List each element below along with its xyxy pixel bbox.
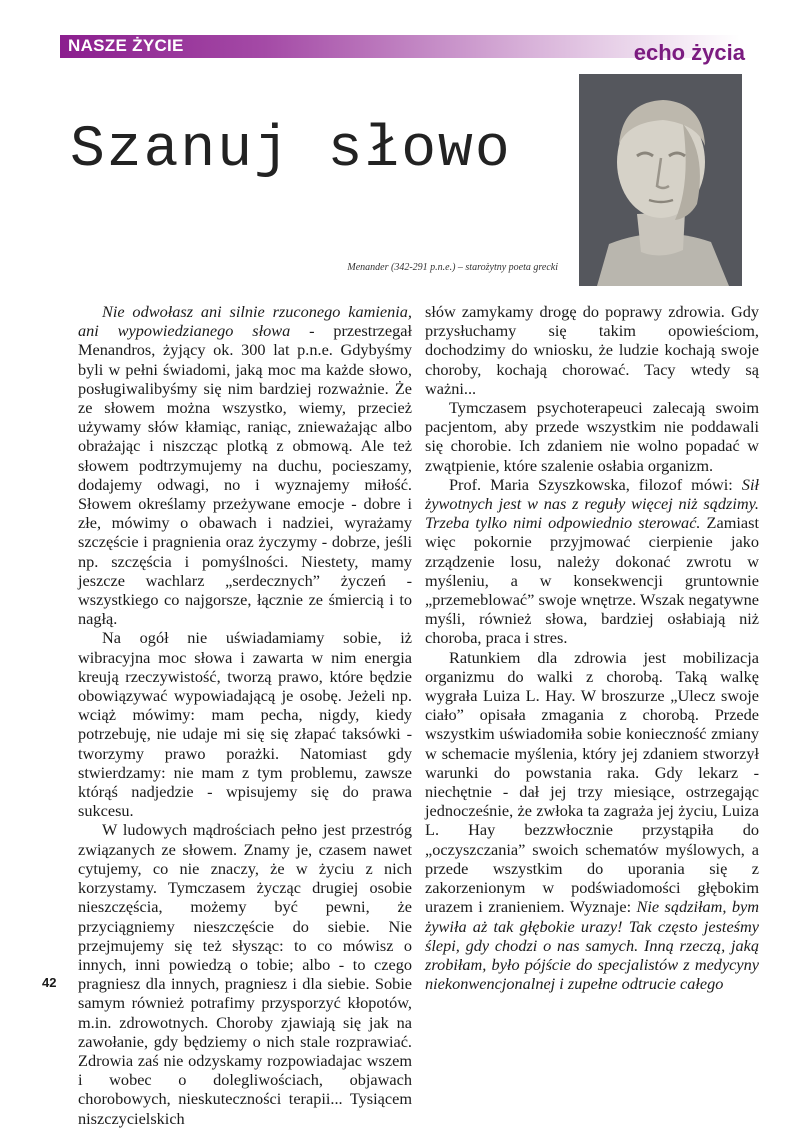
paragraph [425, 648, 759, 994]
paragraph: Tymczasem psychoterapeuci zalecają swoim pacjentom, aby przede wszystkim nie poddawali się chorobie. Ich zdaniem nie wolno popadać w zwątpienie, które szalenie osłabia organizm. [425, 398, 759, 475]
szyszkowska-quote: Sił żywotnych jest w nas z reguły więcej niż sądzimy. Trzeba tylko nimi odpowiednio sterować. [425, 474, 759, 533]
article-column-right [425, 302, 759, 993]
paragraph-text: Zamiast więc pokornie przyjmować cierpienie jako zrządzenie losu, należy dokonać zwrotu w myśleniu, a w konsekwencji gruntownie „przemeblować” swoje wnętrze. Wszak negatywne myśli, również słowa, bardziej osłabiają niż choroba, praca i stres. [425, 513, 759, 648]
column-label: echo życia [633, 40, 745, 65]
section-label: NASZE ŻYCIE [68, 36, 184, 55]
article-column-left [78, 302, 412, 1128]
paragraph: Na ogół nie uświadamiamy sobie, iż wibracyjna moc słowa i zawarta w nim energia kreują rzeczywistość, tworzą prawo, które będzie obowiązywać wypowiadającą je osobę. Jeżeli np. wciąż mówimy: mam pecha, nigdy, kiedy potrzebuję, nie udaje mi się się złapać taksówki - tworzymy prawo porażki. Natomiast gdy stwierdzamy: nie mam z tym problemu, zawsze którąś nadjedzie - wpisujemy się do prawa sukcesu. [78, 628, 412, 821]
paragraph-text: - przestrzegał Menandros, żyjący ok. 300 lat p.n.e. Gdybyśmy byli w pełni świadomi, jaką moc ma każde słowo, posługiwalibyśmy się nim bardziej rozważnie. Że ze słowem można wszystko, wiemy, przecież używamy słów kłamiąc, raniąc, znieważając albo obrażając i niszcząc plotką z obmową. Ale też słowem podtrzymujemy na duchu, pocieszamy, dodajemy odwagi, no i wyznajemy miłość. Słowem określamy przeżywane emocje - dobre i złe, mówimy o obawach i nadziei, wyrażamy szczęście i pragnienia oraz życzymy - dobrze, jeśli np. szczęścia i pomyślności. Niestety, mamy jeszcze wachlarz „serdecznych” życzeń - wszystkiego co najgorsze, łącznie ze śmiercią i to nagłą. [78, 321, 412, 629]
page-number: 42 [42, 975, 57, 990]
paragraph: W ludowych mądrościach pełno jest przestróg związanych ze słowem. Znamy je, czasem nawet cytujemy, co nie znaczy, że w życiu z nich korzystamy. Tymczasem życząc drugiej osobie nieszczęścia, możemy być pewni, że przyciągniemy nieszczęście do siebie. Nie przejmujemy się też słysząc: to co mówisz o innych, inni powiedzą o tobie; albo - to czego pragniesz dla innych, pragniesz i dla siebie. Sobie samym również potrafimy przysporzyć kłopotów, m.in. zdrowotnych. Choroby zjawiają się jak na zawołanie, gdy będziemy o nich stale rozprawiać. Zdrowia zaś nie odzyskamy rozpowiadajac wszem i wobec o dolegliwościach, objawach chorobowych, nieskuteczności terapii... Tysiącem niszczycielskich [78, 820, 412, 1128]
paragraph [78, 302, 412, 628]
menander-quote: Nie odwołasz ani silnie rzuconego kamienia, ani wypowiedzianego słowa [78, 302, 412, 341]
paragraph: słów zamykamy drogę do poprawy zdrowia. Gdy przysłuchamy się takim opowieściom, dochodzimy do wniosku, że ludzie kochają swoje choroby, kochają chorować. Tacy wtedy są ważni... [425, 302, 759, 398]
paragraph [425, 475, 759, 648]
hay-quote: Nie sądziłam, bym żywiła aż tak głębokie urazy! Tak często jesteśmy ślepi, gdy chodzi o nas samych. Inną rzeczą, jaką zrobiłam, było pójście do specjalistów z medycyny niekonwencjonalnej i zupełne odtrucie całego [425, 897, 760, 994]
article-title: Szanuj słowo [70, 118, 512, 183]
bust-illustration [579, 74, 742, 286]
paragraph-text: Ratunkiem dla zdrowia jest mobilizacja organizmu do walki z chorobą. Taką walkę wygrała Luiza L. Hay. W broszurze „Ulecz swoje ciało” opisała zmagania z chorobą. Przede wszystkim uświadomiła sobie konieczność zmiany w schemacie myślenia, który jej zdaniem stworzył warunki do powstania raka. Gdy lekarz - niechętnie - dał jej trzy miesiące, ostrzegając jednocześnie, że zwłoka ta zagraża jej życiu, Luiza L. Hay bezzwłocznie przystąpiła do „oczyszczania” swoich schematów myślowych, a przede wszystkim do uporania się z zakorzenionym w podświadomości głębokim urazem i zranieniem. Wyznaje: [425, 647, 759, 917]
image-caption: Menander (342-291 p.n.e.) – starożytny poeta grecki [347, 262, 558, 273]
paragraph-text: Prof. Maria Szyszkowska, filozof mówi: [449, 474, 742, 494]
menander-bust-image [579, 74, 742, 286]
